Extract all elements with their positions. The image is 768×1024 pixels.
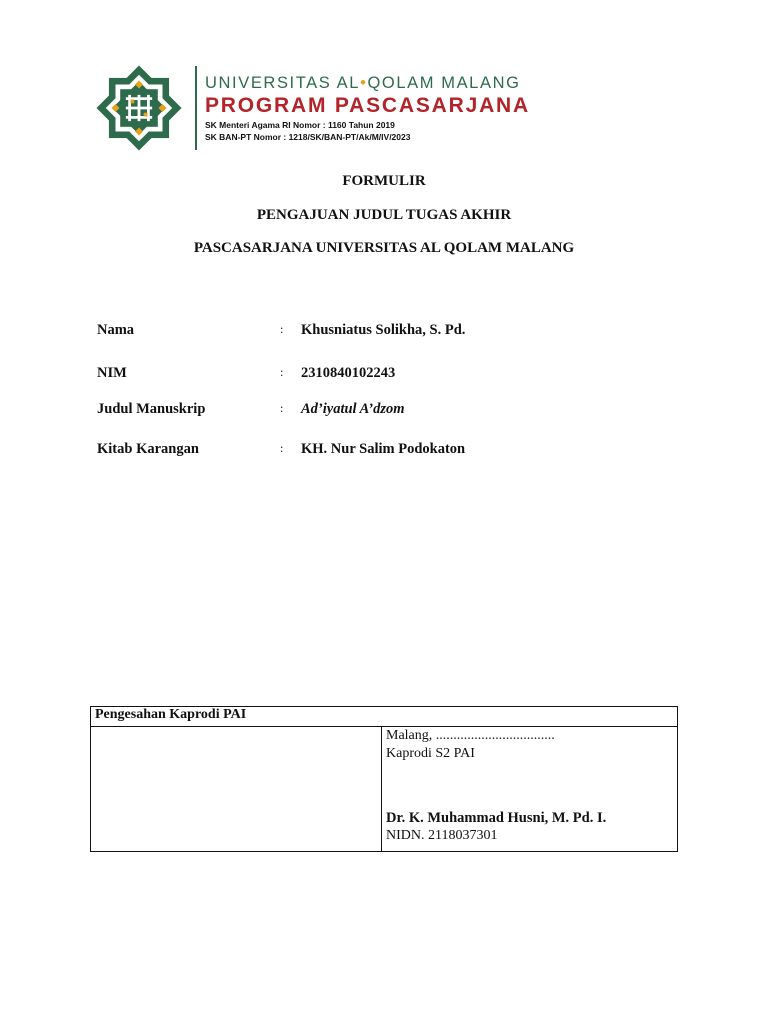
header-text	[205, 73, 530, 143]
field-label: Judul Manuskrip	[97, 401, 206, 417]
sk-menteri: SK Menteri Agama RI Nomor : 1160 Tahun 2019	[205, 120, 395, 130]
approval-table	[90, 706, 678, 852]
field-colon: :	[280, 401, 284, 415]
field-label: NIM	[97, 365, 127, 381]
approval-left-cell	[91, 727, 382, 852]
approval-role: Kaprodi S2 PAI	[386, 746, 475, 761]
approval-signer: Dr. K. Muhammad Husni, M. Pd. I.	[386, 810, 607, 826]
approval-place-date: Malang, ..................................	[386, 728, 555, 743]
letterhead	[92, 58, 678, 158]
field-nama	[97, 322, 597, 342]
program-name: PROGRAM PASCASARJANA	[205, 94, 530, 117]
header-divider	[195, 66, 197, 150]
university-dot: •	[360, 74, 368, 92]
sk-banpt: SK BAN-PT Nomor : 1218/SK/BAN-PT/Ak/M/IV/2023	[205, 132, 411, 142]
field-colon: :	[280, 322, 284, 336]
field-kitab-karangan	[97, 441, 597, 461]
approval-right-cell	[382, 727, 678, 852]
field-nim	[97, 365, 597, 385]
approval-heading: Pengesahan Kaprodi PAI	[91, 707, 678, 727]
form-institution: PASCASARJANA UNIVERSITAS AL QOLAM MALANG	[193, 240, 575, 256]
field-value: 2310840102243	[301, 365, 396, 381]
field-label: Nama	[97, 322, 135, 338]
field-colon: :	[280, 365, 284, 379]
university-name: UNIVERSITAS AL•QOLAM MALANG	[205, 74, 521, 92]
field-label: Kitab Karangan	[97, 441, 199, 457]
field-colon: :	[280, 441, 284, 455]
form-title: FORMULIR	[342, 173, 426, 189]
islamic-knot-logo-icon	[92, 61, 186, 155]
field-judul-manuskrip	[97, 401, 597, 421]
field-value: Khusniatus Solikha, S. Pd.	[301, 322, 466, 338]
form-subtitle: PENGAJUAN JUDUL TUGAS AKHIR	[256, 207, 512, 223]
field-value: Ad’iyatul A’dzom	[301, 401, 405, 417]
field-value: KH. Nur Salim Podokaton	[301, 441, 466, 457]
approval-nidn: NIDN. 2118037301	[386, 828, 498, 843]
